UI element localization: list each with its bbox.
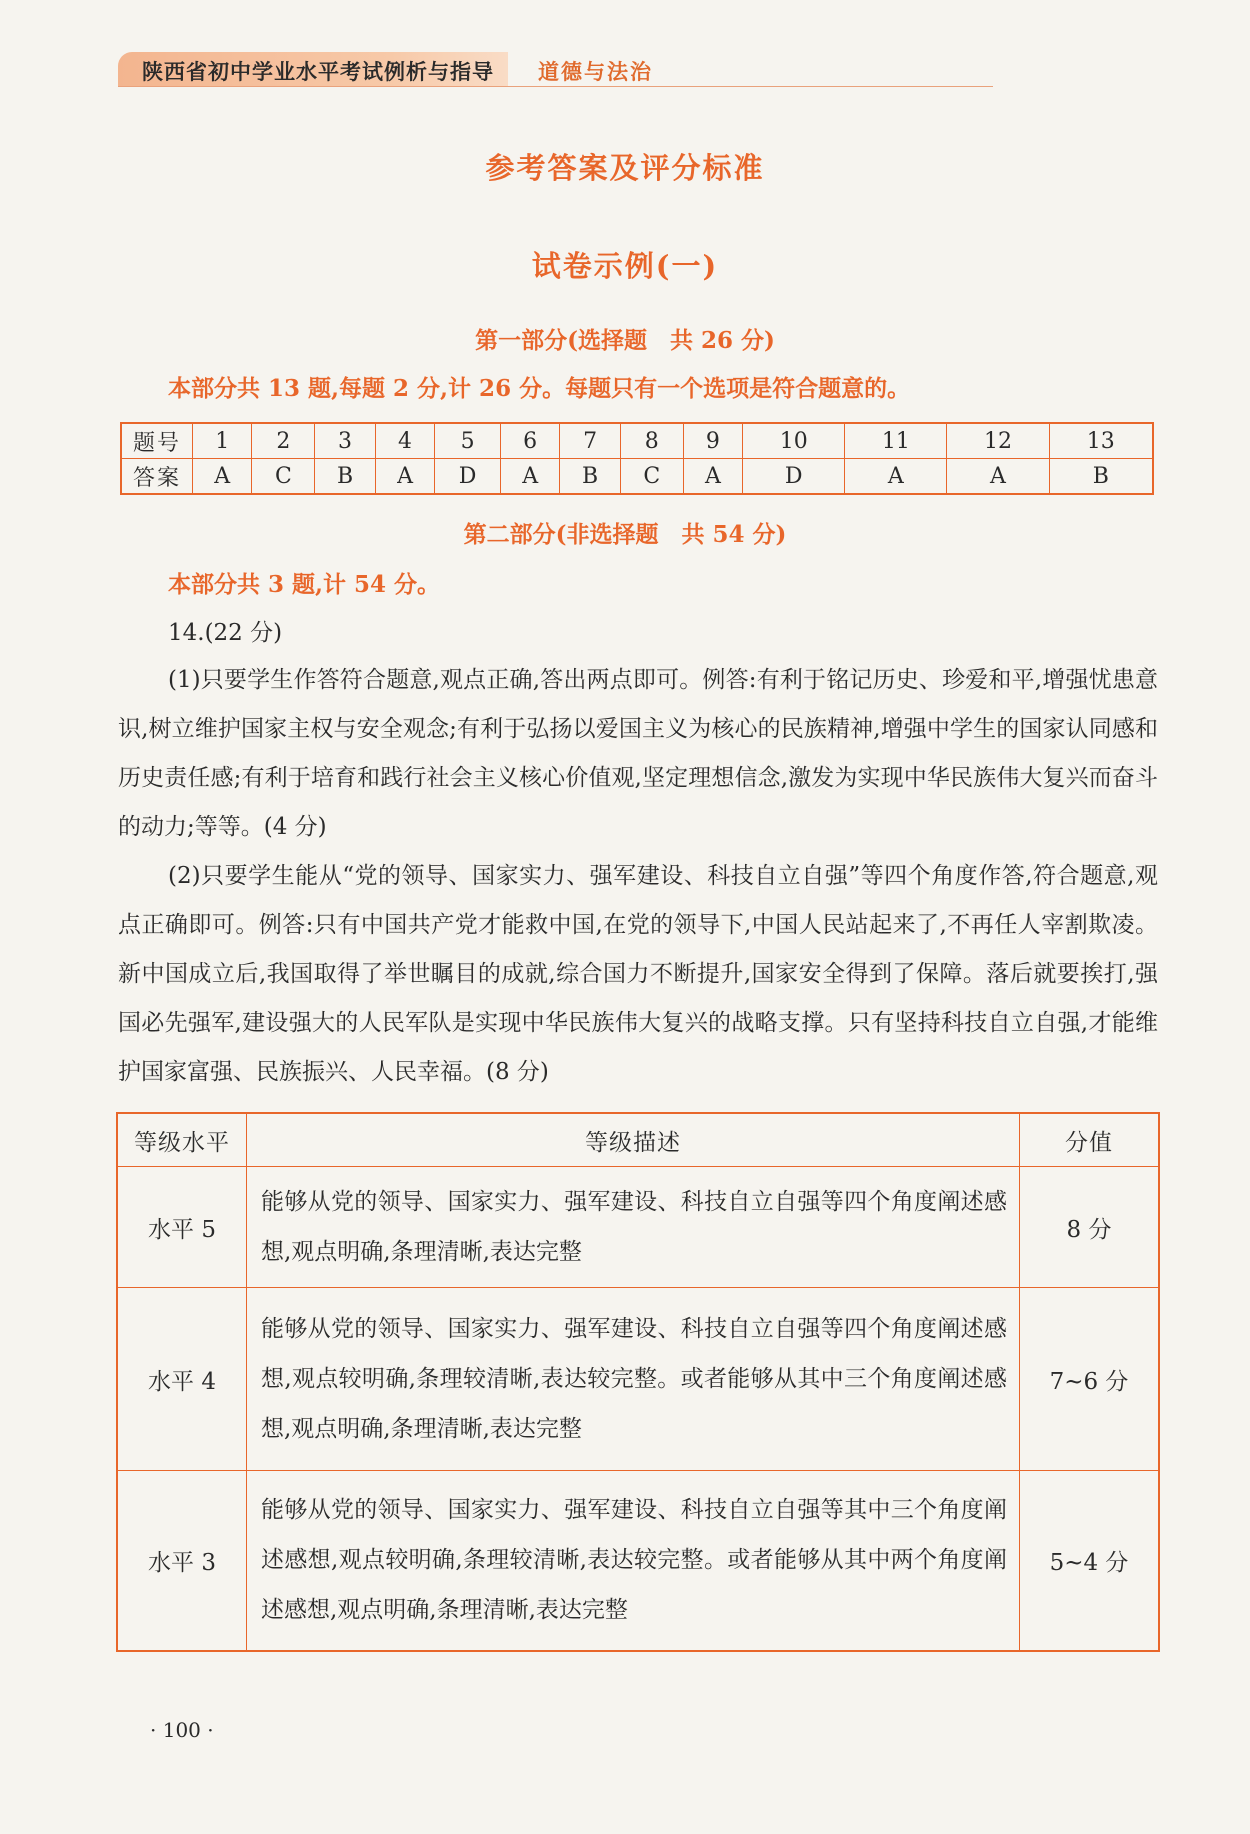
level-cell: 水平 3	[117, 1471, 247, 1651]
header-level: 等级水平	[117, 1113, 247, 1167]
question-number: 11	[845, 423, 947, 459]
scoring-table-header	[117, 1113, 1159, 1167]
score-cell: 8 分	[1020, 1167, 1160, 1288]
answer-cell: B	[315, 459, 375, 495]
answer-cell: C	[252, 459, 315, 495]
header-book-title: 陕西省初中学业水平考试例析与指导	[142, 59, 494, 84]
page-number: · 100 ·	[150, 1718, 214, 1742]
question-14-part2-answer: (2)只要学生能从“党的领导、国家实力、强军建设、科技自立自强”等四个角度作答,符合题意,观点正确即可。例答:只有中国共产党才能救中国,在党的领导下,中国人民站起来了,不再任人宰割欺凌。新中国成立后,我国取得了举世瞩目的成就,综合国力不断提升,国家安全得到了保障。落后就要挨打,强国必先强军,建设强大的人民军队是实现中华民族伟大复兴的战略支撑。只有坚持科技自立自强,才能维护国家富强、民族振兴、人民幸福。(8 分)	[118, 863, 1158, 1085]
answer-cell: A	[947, 459, 1049, 495]
score-cell: 5~4 分	[1020, 1471, 1160, 1651]
answer-cell: A	[845, 459, 947, 495]
question-number: 7	[560, 423, 620, 459]
answer-cell: A	[375, 459, 434, 495]
question-number: 5	[435, 423, 501, 459]
question-number: 12	[947, 423, 1049, 459]
part2-heading: 第二部分(非选择题 共 54 分)	[463, 521, 787, 548]
answer-cell: A	[683, 459, 742, 495]
answer-cell: D	[743, 459, 845, 495]
question-14-part1-answer: (1)只要学生作答符合题意,观点正确,答出两点即可。例答:有利于铭记历史、珍爱和平,增强忧患意识,树立维护国家主权与安全观念;有利于弘扬以爱国主义为核心的民族精神,增强中学生的国家认同感和历史责任感;有利于培育和践行社会主义核心价值观,坚定理想信念,激发为实现中华民族伟大复兴而奋斗的动力;等等。(4 分)	[118, 667, 1158, 840]
question-number: 10	[743, 423, 845, 459]
question-number: 2	[252, 423, 315, 459]
scoring-row	[117, 1288, 1159, 1471]
description-cell: 能够从党的领导、国家实力、强军建设、科技自立自强等四个角度阐述感想,观点明确,条理清晰,表达完整	[247, 1167, 1020, 1288]
question-number: 6	[500, 423, 559, 459]
answer-cell: B	[560, 459, 620, 495]
answer-cell: D	[435, 459, 501, 495]
row-label-answer: 答案	[121, 459, 193, 495]
row-label-number: 题号	[121, 423, 193, 459]
header-score: 分值	[1020, 1113, 1160, 1167]
description-cell: 能够从党的领导、国家实力、强军建设、科技自立自强等四个角度阐述感想,观点较明确,条理较清晰,表达较完整。或者能够从其中三个角度阐述感想,观点明确,条理清晰,表达完整	[247, 1288, 1020, 1471]
question-number: 1	[193, 423, 252, 459]
level-cell: 水平 5	[117, 1167, 247, 1288]
answer-cell: A	[500, 459, 559, 495]
scoring-row	[117, 1471, 1159, 1651]
header-subject: 道德与法治	[538, 59, 653, 84]
answer-cell: B	[1049, 459, 1153, 495]
page-title: 参考答案及评分标准	[485, 151, 765, 185]
question-number: 4	[375, 423, 434, 459]
question-number: 3	[315, 423, 375, 459]
part1-instruction: 本部分共 13 题,每题 2 分,计 26 分。每题只有一个选项是符合题意的。	[168, 375, 911, 402]
scoring-row	[117, 1167, 1159, 1288]
question-number: 8	[620, 423, 683, 459]
answer-table-answer-row	[121, 459, 1153, 495]
score-cell: 7~6 分	[1020, 1288, 1160, 1471]
part2-instruction: 本部分共 3 题,计 54 分。	[168, 571, 441, 598]
question-number: 13	[1049, 423, 1153, 459]
scoring-level-table	[116, 1112, 1160, 1652]
answer-table	[120, 422, 1154, 495]
question-number: 9	[683, 423, 742, 459]
answer-cell: C	[620, 459, 683, 495]
exam-sample-title: 试卷示例(一)	[531, 249, 719, 283]
level-cell: 水平 4	[117, 1288, 247, 1471]
header-divider	[118, 86, 993, 87]
part1-heading: 第一部分(选择题 共 26 分)	[475, 327, 775, 354]
description-cell: 能够从党的领导、国家实力、强军建设、科技自立自强等其中三个角度阐述感想,观点较明确,条理较清晰,表达较完整。或者能够从其中两个角度阐述感想,观点明确,条理清晰,表达完整	[247, 1471, 1020, 1651]
answer-cell: A	[193, 459, 252, 495]
header-description: 等级描述	[247, 1113, 1020, 1167]
answer-table-number-row	[121, 423, 1153, 459]
question-14-title: 14.(22 分)	[168, 620, 283, 646]
